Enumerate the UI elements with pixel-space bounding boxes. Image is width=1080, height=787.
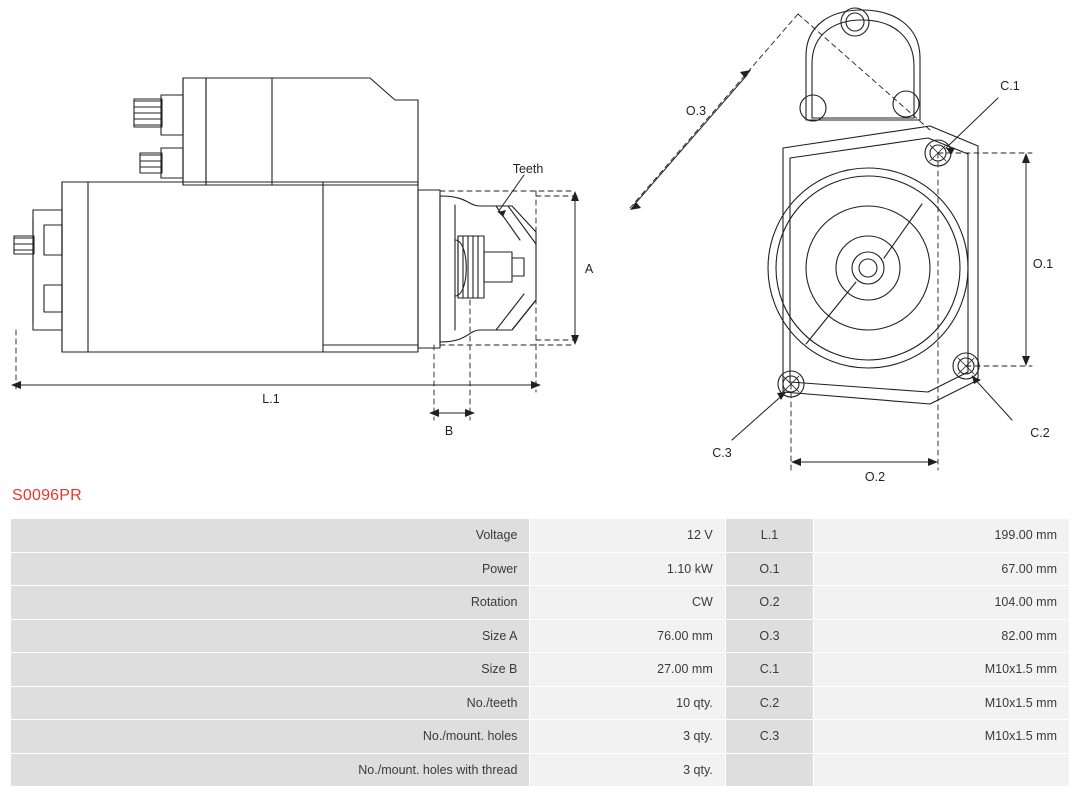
spec-value: 3 qty. bbox=[530, 720, 725, 754]
dimension-o2 bbox=[791, 458, 938, 466]
callout-leaders bbox=[732, 98, 1012, 440]
label-size-b: B bbox=[444, 424, 454, 438]
spec-key-value-empty bbox=[814, 753, 1070, 787]
spec-key: C.3 bbox=[725, 720, 813, 754]
table-row bbox=[11, 619, 1070, 653]
spec-label: Power bbox=[11, 552, 530, 586]
table-row bbox=[11, 519, 1070, 553]
starter-front-view bbox=[768, 8, 979, 404]
table-row bbox=[11, 753, 1070, 787]
dimension-l1 bbox=[11, 381, 541, 389]
spec-key-empty bbox=[725, 753, 813, 787]
label-c3: C.3 bbox=[712, 446, 732, 460]
table-row bbox=[11, 720, 1070, 754]
spec-key: L.1 bbox=[725, 519, 813, 553]
spec-label: Size A bbox=[11, 619, 530, 653]
spec-label: No./mount. holes bbox=[11, 720, 530, 754]
spec-key: O.3 bbox=[725, 619, 813, 653]
dimension-o1 bbox=[1022, 153, 1030, 366]
spec-key-value: 104.00 mm bbox=[814, 586, 1070, 620]
spec-value: 10 qty. bbox=[530, 686, 725, 720]
label-o1: O.1 bbox=[1032, 257, 1054, 271]
spec-label: Rotation bbox=[11, 586, 530, 620]
spec-key-value: M10x1.5 mm bbox=[814, 653, 1070, 687]
dimension-b bbox=[429, 409, 475, 417]
label-c1: C.1 bbox=[1000, 79, 1020, 93]
starter-side-view bbox=[14, 78, 536, 352]
table-row bbox=[11, 586, 1070, 620]
spec-key: O.2 bbox=[725, 586, 813, 620]
label-o3: O.3 bbox=[685, 104, 707, 118]
spec-value: 27.00 mm bbox=[530, 653, 725, 687]
spec-label: No./mount. holes with thread bbox=[11, 753, 530, 787]
part-number: S0096PR bbox=[12, 487, 82, 504]
spec-value: CW bbox=[530, 586, 725, 620]
spec-key: O.1 bbox=[725, 552, 813, 586]
specification-table bbox=[10, 518, 1070, 787]
spec-key-value: M10x1.5 mm bbox=[814, 686, 1070, 720]
spec-key: C.1 bbox=[725, 653, 813, 687]
label-o2: O.2 bbox=[864, 470, 886, 484]
label-size-a: A bbox=[584, 262, 594, 276]
spec-key-value: 67.00 mm bbox=[814, 552, 1070, 586]
label-c2: C.2 bbox=[1030, 426, 1050, 440]
dimension-o3 bbox=[630, 70, 751, 210]
spec-label: Size B bbox=[11, 653, 530, 687]
spec-label: Voltage bbox=[11, 519, 530, 553]
spec-key-value: M10x1.5 mm bbox=[814, 720, 1070, 754]
spec-value: 12 V bbox=[530, 519, 725, 553]
spec-value: 3 qty. bbox=[530, 753, 725, 787]
spec-label: No./teeth bbox=[11, 686, 530, 720]
table-row bbox=[11, 653, 1070, 687]
spec-value: 1.10 kW bbox=[530, 552, 725, 586]
table-row bbox=[11, 686, 1070, 720]
spec-key-value: 199.00 mm bbox=[814, 519, 1070, 553]
spec-key-value: 82.00 mm bbox=[814, 619, 1070, 653]
label-l1: L.1 bbox=[262, 392, 280, 406]
spec-key: C.2 bbox=[725, 686, 813, 720]
label-teeth: Teeth bbox=[512, 162, 544, 176]
dimension-a bbox=[571, 191, 579, 345]
table-row bbox=[11, 552, 1070, 586]
spec-value: 76.00 mm bbox=[530, 619, 725, 653]
